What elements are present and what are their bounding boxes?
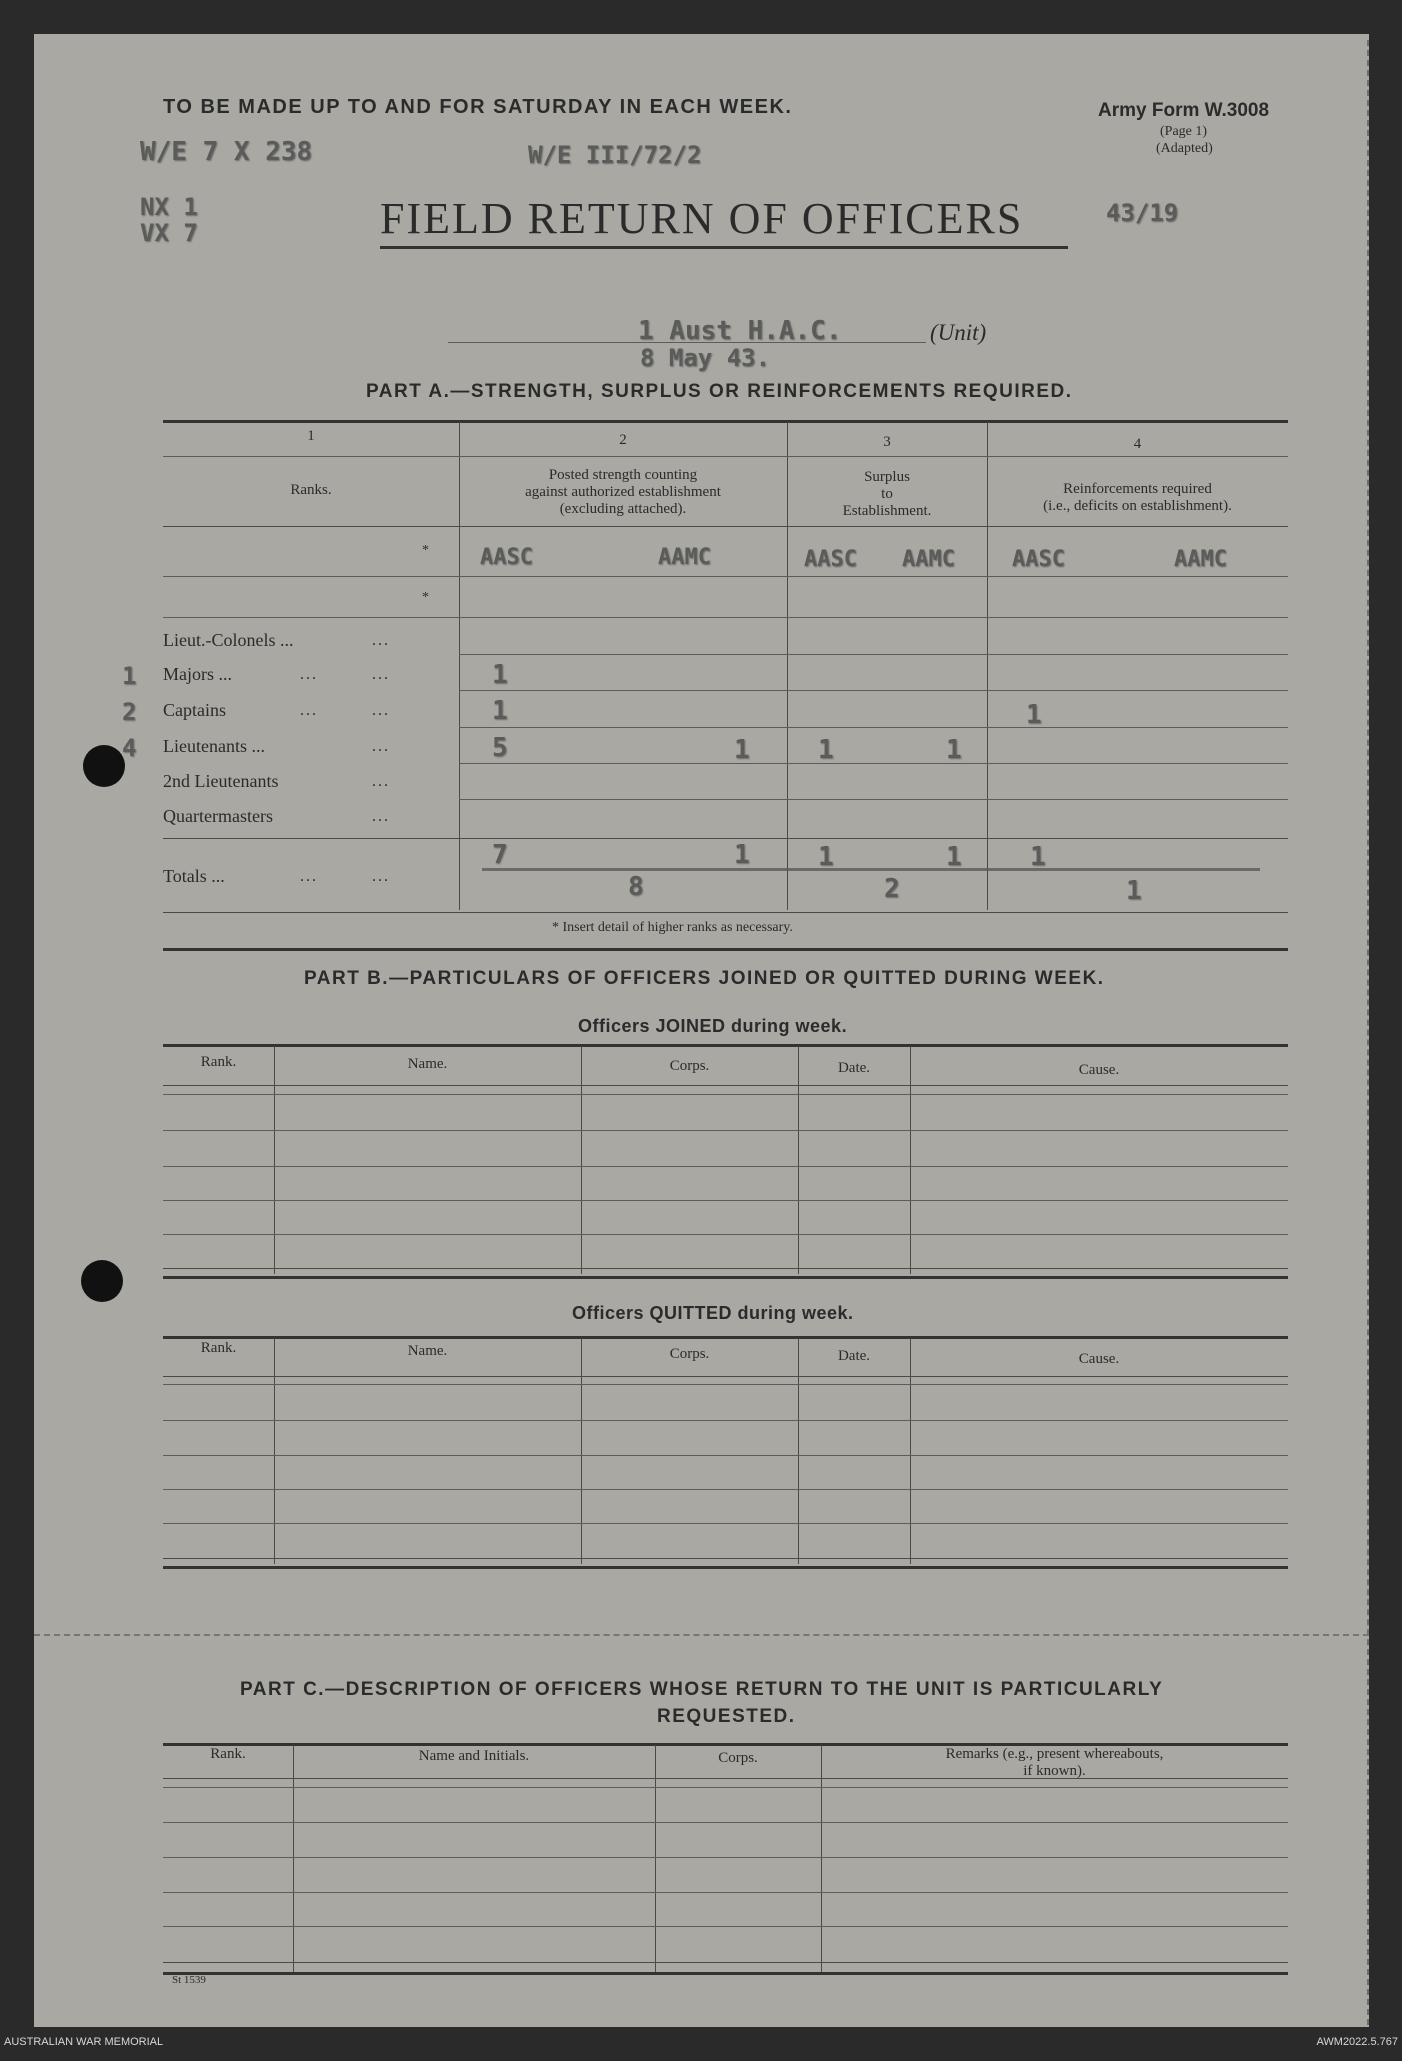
row-dots: ... (372, 808, 390, 825)
quitted-top-rule (163, 1336, 1288, 1339)
totals-posted-aasc: 7 (492, 840, 508, 870)
punch-hole-top (83, 745, 125, 787)
captains-reinforcements-aasc: 1 (1026, 700, 1042, 730)
perforation-right (1367, 40, 1373, 2025)
joined-title: Officers JOINED during week. (578, 1016, 848, 1036)
unit-date: 8 May 43. (640, 344, 771, 372)
rank-quartermasters: Quartermasters (163, 806, 273, 826)
row-dots: ... (372, 702, 390, 719)
asterisk-1: * (422, 543, 429, 558)
page-title: FIELD RETURN OF OFFICERS (380, 194, 1024, 243)
instruction-text: TO BE MADE UP TO AND FOR SATURDAY IN EACH WEEK. (163, 96, 793, 118)
row-dots: ... (372, 773, 390, 790)
col-number-2: 2 (619, 432, 627, 448)
typed-vx: VX 7 (140, 219, 198, 247)
col3-header: Surplus to Establishment. (842, 469, 932, 519)
joined-col-name: Name. (407, 1056, 448, 1072)
part-a-heading: PART A.—STRENGTH, SURPLUS OR REINFORCEMENTS REQUIRED. (366, 381, 1073, 402)
rank-2nd-lieutenants: 2nd Lieutenants (163, 771, 279, 791)
rank-lieutenants: Lieutenants ... (163, 736, 265, 756)
joined-col-corps: Corps. (669, 1058, 710, 1074)
quitted-col-date: Date. (837, 1348, 871, 1364)
majors-posted-aasc: 1 (492, 660, 508, 690)
print-code: St 1539 (172, 1974, 206, 1986)
totals-reinforcements-aasc: 1 (1030, 842, 1046, 872)
footer-left: AUSTRALIAN WAR MEMORIAL (4, 2036, 164, 2048)
totals-surplus-aamc: 1 (946, 842, 962, 872)
unit-label: (Unit) (930, 320, 987, 345)
row-dots: ... (372, 666, 390, 683)
part-c-col-corps: Corps. (718, 1750, 758, 1766)
margin-count-majors: 1 (122, 662, 137, 690)
rank-lieut-colonels: Lieut.-Colonels ... (163, 630, 294, 650)
margin-count-lieutenants: 4 (122, 734, 137, 762)
part-c-heading-line1: PART C.—DESCRIPTION OF OFFICERS WHOSE RETURN TO THE UNIT IS PARTICULARLY (240, 1679, 1164, 1700)
typed-ref-left: W/E 7 X 238 (140, 137, 313, 167)
rank-majors: Majors ... (163, 664, 232, 684)
rank-totals: Totals ... (163, 866, 225, 886)
margin-count-captains: 2 (122, 698, 137, 726)
typed-nx: NX 1 (140, 193, 198, 221)
quitted-col-corps: Corps. (669, 1346, 710, 1362)
corps-aamc-col4: AAMC (1174, 547, 1227, 572)
lieutenants-posted-aamc: 1 (734, 735, 750, 765)
joined-col-cause: Cause. (1078, 1062, 1120, 1078)
form-page: (Page 1) (1160, 124, 1208, 139)
quitted-col-cause: Cause. (1078, 1351, 1120, 1367)
part-c-heading-line2: REQUESTED. (657, 1706, 796, 1727)
row-dots: ... (372, 632, 390, 649)
quitted-col-name: Name. (407, 1343, 448, 1359)
captains-posted-aasc: 1 (492, 696, 508, 726)
part-c-col-remarks: Remarks (e.g., present whereabouts, if known). (945, 1746, 1164, 1779)
footer-right: AWM2022.5.767 (1316, 2036, 1398, 2048)
corps-aasc-col2: AASC (480, 545, 533, 570)
asterisk-2: * (422, 590, 429, 605)
joined-col-date: Date. (837, 1060, 871, 1076)
col4-header: Reinforcements required (i.e., deficits on establishment). (1043, 481, 1232, 514)
rank-captains: Captains (163, 700, 226, 720)
lieutenants-posted-aasc: 5 (492, 733, 508, 763)
punch-hole-bottom (81, 1260, 123, 1302)
totals-reinforcements-sum: 1 (1126, 876, 1142, 906)
joined-top-rule (163, 1044, 1288, 1047)
col-ranks-header: Ranks. (290, 482, 332, 498)
corps-aamc-col3: AAMC (902, 547, 955, 572)
quitted-title: Officers QUITTED during week. (572, 1303, 854, 1323)
row-dots: ... (300, 666, 318, 683)
joined-col-rank: Rank. (200, 1054, 237, 1070)
perforation-middle (34, 1634, 1369, 1636)
typed-number: 43/19 (1106, 199, 1179, 227)
corps-aamc-col2: AAMC (658, 545, 711, 570)
unit-value: 1 Aust H.A.C. (638, 316, 842, 346)
row-dots: ... (300, 868, 318, 885)
lieutenants-surplus-aamc: 1 (946, 735, 962, 765)
part-c-col-name: Name and Initials. (418, 1748, 530, 1764)
title-underline (380, 246, 1068, 249)
part-c-col-rank: Rank. (210, 1746, 246, 1762)
row-dots: ... (372, 868, 390, 885)
part-a-top-rule (163, 420, 1288, 423)
totals-typed-rule (482, 868, 1260, 871)
quitted-col-rank: Rank. (200, 1340, 237, 1356)
part-a-footnote: * Insert detail of higher ranks as necessary. (552, 920, 793, 935)
form-number: Army Form W.3008 (1098, 100, 1270, 121)
row-dots: ... (372, 738, 390, 755)
totals-posted-sum: 8 (628, 872, 644, 902)
typed-ref-mid: W/E III/72/2 (528, 141, 702, 169)
corps-aasc-col4: AASC (1012, 547, 1065, 572)
col-number-3: 3 (883, 434, 891, 450)
form-adapted: (Adapted) (1156, 141, 1213, 156)
totals-surplus-aasc: 1 (818, 842, 834, 872)
row-dots: ... (300, 702, 318, 719)
col-number-1: 1 (307, 428, 315, 444)
totals-surplus-sum: 2 (884, 874, 900, 904)
col-number-4: 4 (1133, 436, 1142, 452)
col2-header: Posted strength counting against authorized establishment (excluding attached). (525, 467, 721, 517)
totals-posted-aamc: 1 (734, 840, 750, 870)
part-b-heading: PART B.—PARTICULARS OF OFFICERS JOINED OR QUITTED DURING WEEK. (304, 968, 1105, 989)
lieutenants-surplus-aasc: 1 (818, 735, 834, 765)
corps-aasc-col3: AASC (804, 547, 857, 572)
